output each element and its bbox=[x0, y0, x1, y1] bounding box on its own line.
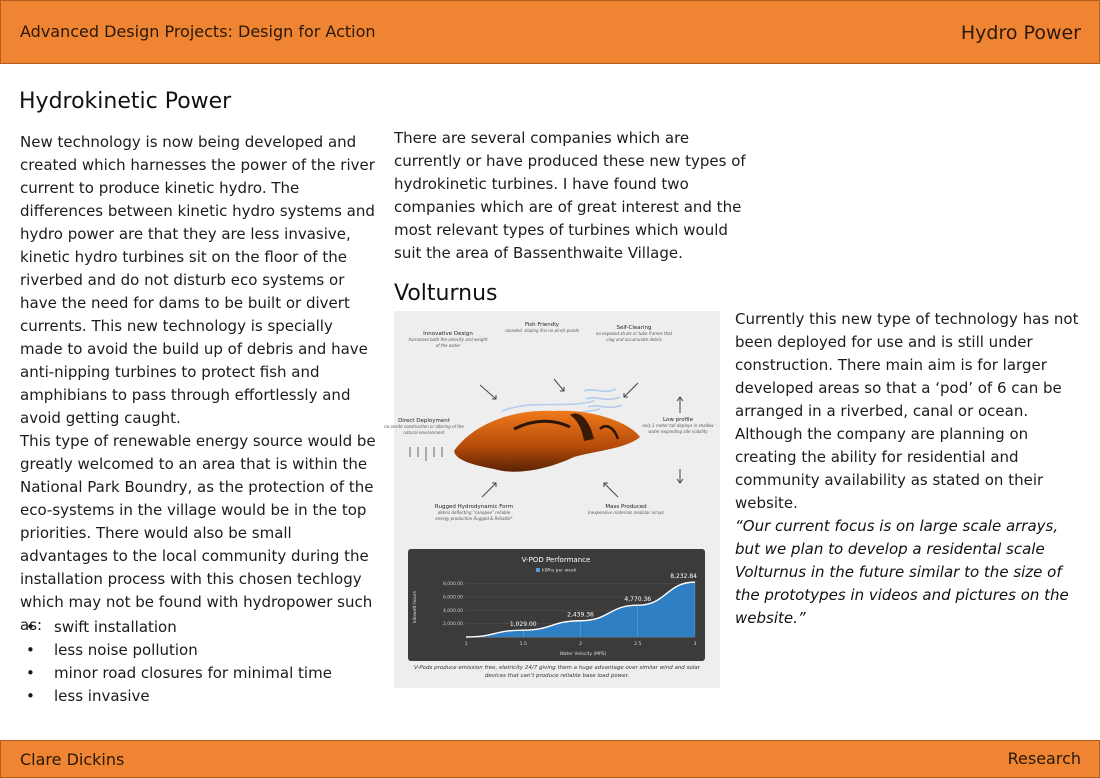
advantages-list bbox=[26, 616, 332, 708]
x-tick-label: 1.5 bbox=[519, 642, 527, 647]
benefits-paragraph: This type of renewable energy source would be greatly welcomed to an area that is within the National Park Boundry, as the protection of the eco-systems in the village would be in the top priorities. There would also be small advantages to the local community during the installation process with this chosen techlogy which may not be found with hydropower such as: bbox=[20, 432, 376, 634]
label-desc: debris deflecting “canopee” reliable energy production Rugged & Reliable* bbox=[435, 510, 513, 521]
x-tick-label: 2.5 bbox=[634, 642, 642, 647]
x-axis-label: Water Velocity (MPS) bbox=[559, 652, 607, 657]
performance-chart bbox=[408, 549, 705, 661]
chart-title: V-POD Performance bbox=[521, 556, 591, 564]
list-item: • swift installation bbox=[26, 616, 332, 639]
y-axis-label: kilowatt hours bbox=[413, 591, 418, 623]
y-tick-label: 4,000.00 bbox=[442, 608, 463, 614]
y-tick-label: 2,000.00 bbox=[442, 622, 463, 628]
label-title: Mass Produced bbox=[605, 504, 647, 510]
turbine-illustration bbox=[394, 311, 720, 547]
label-title: Direct Deployment bbox=[398, 418, 450, 424]
label-desc: no onsite construction or altering of the natural environment bbox=[384, 424, 464, 435]
header-bar bbox=[0, 0, 1100, 64]
label-desc: harnesses both the velocity and weight of the water bbox=[408, 337, 488, 348]
label-title: Low profile bbox=[663, 417, 693, 423]
legend-swatch bbox=[536, 568, 540, 572]
list-item: • less invasive bbox=[26, 685, 332, 708]
section-title-volturnus: Volturnus bbox=[394, 281, 498, 306]
list-item: • minor road closures for minimal time bbox=[26, 662, 332, 685]
chart-legend: kWhs per week bbox=[542, 568, 577, 574]
y-tick-label: 6,000.00 bbox=[442, 595, 463, 601]
status-paragraph: Currently this new type of technology has not been deployed for use and is still under construction. There main aim is for larger developed areas so that a ‘pod’ of 6 can be arranged in a riverbed, canal or ocean. Although the company are planning on creating the ability for residential and community availability as stated on their website. bbox=[735, 310, 1079, 512]
infographic-caption: V-Pods produce emission free, eletricity 24/7 giving them a huge advantage over similar wind and solar devices that can’t produce reliable base load power. bbox=[414, 665, 700, 679]
data-label: 1,029.00 bbox=[509, 621, 537, 629]
flow-arrows bbox=[410, 447, 442, 461]
course-title: Advanced Design Projects: Design for Action bbox=[20, 22, 376, 41]
author-name: Clare Dickins bbox=[20, 750, 125, 769]
label-title: Self-Clearing bbox=[616, 325, 652, 331]
label-title: Fish Friendly bbox=[524, 322, 560, 328]
label-desc: no exposed struts or tube frames that clog and accumulate debris bbox=[595, 331, 673, 342]
company-quote: “Our current focus is on large scale arrays, but we plan to develop a residental scale Volturnus in the future similar to the size of the prototypes in videos and pictures on the website.” bbox=[735, 517, 1069, 627]
list-item: • less noise pollution bbox=[26, 639, 332, 662]
performance-chart-svg bbox=[408, 549, 705, 661]
companies-paragraph: There are several companies which are currently or have produced these new types of hydrokinetic turbines. I have found two companies which are of great interest and the most relevant types of turbines which would suit the area of Bassenthwaite Village. bbox=[394, 129, 746, 262]
label-desc: only 1 meter tall deploys in shallow water expanding site viability bbox=[642, 423, 714, 434]
topic-title: Hydro Power bbox=[960, 22, 1081, 44]
volturnus-infographic bbox=[384, 311, 720, 688]
label-title: Innovative Design bbox=[423, 331, 473, 337]
data-label: 4,770.36 bbox=[624, 596, 652, 604]
footer-bar bbox=[0, 740, 1100, 778]
intro-paragraph: New technology is now being developed and created which harnesses the power of the river current to produce kinetic hydro. The differences between kinetic hydro systems and hydro power are that they are less invasive, kinetic hydro turbines sit on the floor of the riverbed and do not disturb eco systems or have the need for dams to be built or divert currents. This new technology is specially made to avoid the build up of debris and have anti-nipping turbines to protect fish and amphibians to pass through effortlessly and avoid getting caught. bbox=[20, 133, 375, 427]
page-title: Hydrokinetic Power bbox=[19, 89, 232, 114]
label-desc: Inexpensive materials modular arrays bbox=[588, 510, 664, 515]
data-label: 2,439.36 bbox=[567, 611, 594, 619]
x-tick-label: 1 bbox=[464, 642, 468, 647]
data-label: 8,232.84 bbox=[670, 573, 697, 581]
y-tick-label: 8,000.00 bbox=[442, 582, 463, 588]
intro-column bbox=[20, 131, 380, 637]
label-title: Rugged Hydrodynamic Form bbox=[434, 504, 514, 510]
x-tick-label: 3 bbox=[693, 642, 697, 647]
label-desc: rounded, sloping fins no pinch points bbox=[504, 328, 580, 333]
volturnus-column bbox=[735, 308, 1080, 630]
section-label: Research bbox=[1007, 749, 1081, 768]
x-tick-label: 2 bbox=[579, 642, 582, 647]
